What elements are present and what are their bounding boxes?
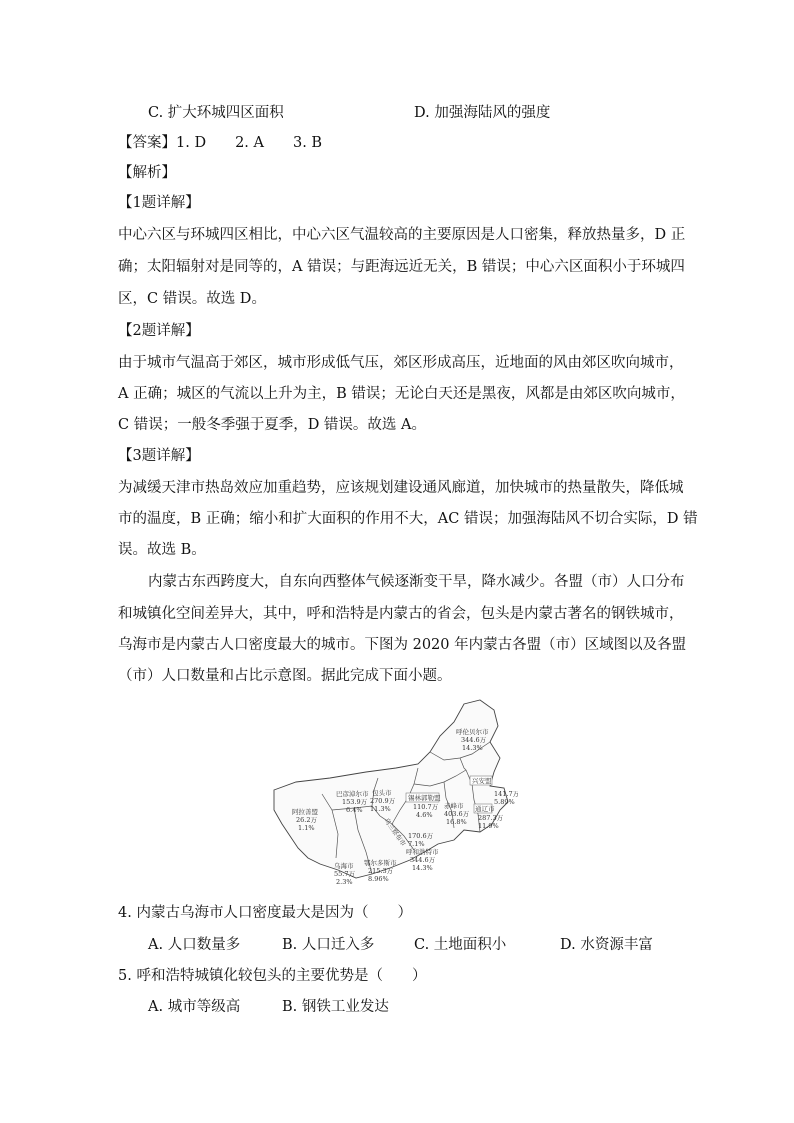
- q3-line: 误。故选 B。: [118, 542, 206, 558]
- q5-stem: 5. 呼和浩特城镇化较包头的主要优势是（ ）: [118, 968, 427, 984]
- svg-text:通辽市: 通辽市: [475, 805, 495, 813]
- q3-header: 【3题详解】: [118, 448, 200, 464]
- region-label-ordos: [364, 858, 397, 883]
- q2-header: 【2题详解】: [118, 323, 200, 339]
- svg-text:兴安盟: 兴安盟: [472, 777, 492, 785]
- q2-line: 由于城市气温高于郊区，城市形成低气压，郊区形成高压，近地面的风由郊区吹向城市，: [118, 355, 684, 371]
- q5-option-b: B. 钢铁工业发达: [282, 999, 389, 1015]
- svg-text:110.7万: 110.7万: [413, 803, 439, 811]
- svg-text:赤峰市: 赤峰市: [444, 802, 464, 810]
- q5-option-a: A. 城市等级高: [148, 999, 241, 1015]
- inner-mongolia-map: [268, 698, 518, 888]
- svg-text:乌海市: 乌海市: [334, 862, 354, 870]
- svg-text:344.6万: 344.6万: [410, 856, 436, 864]
- svg-text:26.2万: 26.2万: [296, 816, 317, 824]
- q1-header: 【1题详解】: [118, 195, 200, 211]
- svg-text:锡林郭勒盟: 锡林郭勒盟: [408, 794, 441, 802]
- svg-text:呼伦贝尔市: 呼伦贝尔市: [456, 728, 489, 736]
- svg-text:287.3万: 287.3万: [478, 814, 504, 822]
- q3-option-c: C. 扩大环城四区面积: [148, 105, 284, 121]
- svg-text:16.8%: 16.8%: [446, 818, 467, 826]
- svg-text:1.1%: 1.1%: [298, 824, 315, 832]
- q4-option-d: D. 水资源丰富: [560, 937, 653, 953]
- svg-text:8.96%: 8.96%: [368, 875, 389, 883]
- svg-text:呼和浩特市: 呼和浩特市: [406, 848, 439, 856]
- svg-text:11.9%: 11.9%: [478, 822, 499, 830]
- q4-option-c: C. 土地面积小: [414, 937, 507, 953]
- intro-line: （市）人口数量和占比示意图。据此完成下面小题。: [118, 668, 452, 684]
- svg-text:2.3%: 2.3%: [336, 878, 353, 886]
- svg-text:7.1%: 7.1%: [408, 840, 425, 848]
- q3-line: 为减缓天津市热岛效应加重趋势，应该规划建设通风廊道，加快城市的热量散失，降低城: [118, 480, 684, 496]
- svg-text:5.89%: 5.89%: [494, 798, 515, 806]
- answer-line: 【答案】1. D 2. A 3. B: [118, 135, 323, 151]
- intro-line: 乌海市是内蒙古人口密度最大的城市。下图为 2020 年内蒙古各盟（市）区域图以及各盟: [118, 637, 687, 653]
- svg-text:270.9万: 270.9万: [370, 797, 396, 805]
- svg-text:包头市: 包头市: [372, 789, 392, 797]
- svg-text:11.3%: 11.3%: [370, 805, 391, 813]
- svg-text:141.7万: 141.7万: [494, 790, 518, 798]
- q3-option-d: D. 加强海陆风的强度: [414, 105, 551, 121]
- region-label-wuhai: [334, 861, 355, 886]
- intro-line: 内蒙古东西跨度大，自东向西整体气候逐渐变干旱，降水减少。各盟（市）人口分布: [148, 574, 685, 590]
- q2-line: C 错误；一般冬季强于夏季，D 错误。故选 A。: [118, 417, 427, 433]
- q1-line: 确；太阳辐射对是同等的，A 错误；与距海远近无关，B 错误；中心六区面积小于环城四: [118, 259, 685, 275]
- q4-stem: 4. 内蒙古乌海市人口密度最大是因为（ ）: [118, 905, 412, 921]
- q1-line: 中心六区与环城四区相比，中心六区气温较高的主要原因是人口密集，释放热量多，D 正: [118, 227, 686, 243]
- svg-text:乌兰察布市: 乌兰察布市: [382, 816, 408, 848]
- region-label-hohhot: [406, 847, 439, 872]
- q4-option-a: A. 人口数量多: [148, 937, 241, 953]
- q1-line: 区，C 错误。故选 D。: [118, 291, 266, 307]
- svg-text:403.6万: 403.6万: [444, 810, 470, 818]
- svg-text:344.6万: 344.6万: [461, 736, 487, 744]
- intro-line: 和城镇化空间差异大，其中，呼和浩特是内蒙古的省会，包头是内蒙古著名的钢铁城市，: [118, 606, 684, 622]
- svg-text:14.3%: 14.3%: [412, 864, 433, 872]
- svg-text:鄂尔多斯市: 鄂尔多斯市: [364, 859, 397, 867]
- svg-text:170.6万: 170.6万: [408, 832, 434, 840]
- svg-text:55.7万: 55.7万: [334, 870, 355, 878]
- map-svg: [268, 698, 518, 888]
- svg-text:153.9万: 153.9万: [342, 798, 368, 806]
- q4-option-b: B. 人口迁入多: [282, 937, 375, 953]
- q2-line: A 正确；城区的气流以上升为主，B 错误；无论白天还是黑夜，风都是由郊区吹向城市，: [118, 386, 685, 402]
- svg-text:巴彦淖尔市: 巴彦淖尔市: [336, 790, 369, 798]
- analysis-header: 【解析】: [118, 165, 176, 181]
- svg-text:4.6%: 4.6%: [416, 811, 433, 819]
- svg-text:14.3%: 14.3%: [462, 744, 483, 752]
- svg-text:阿拉善盟: 阿拉善盟: [292, 808, 318, 816]
- svg-text:6.4%: 6.4%: [346, 806, 363, 814]
- q3-line: 市的温度，B 正确；缩小和扩大面积的作用不大，AC 错误；加强海陆风不切合实际，D 错: [118, 511, 698, 527]
- svg-text:215.3万: 215.3万: [368, 867, 394, 875]
